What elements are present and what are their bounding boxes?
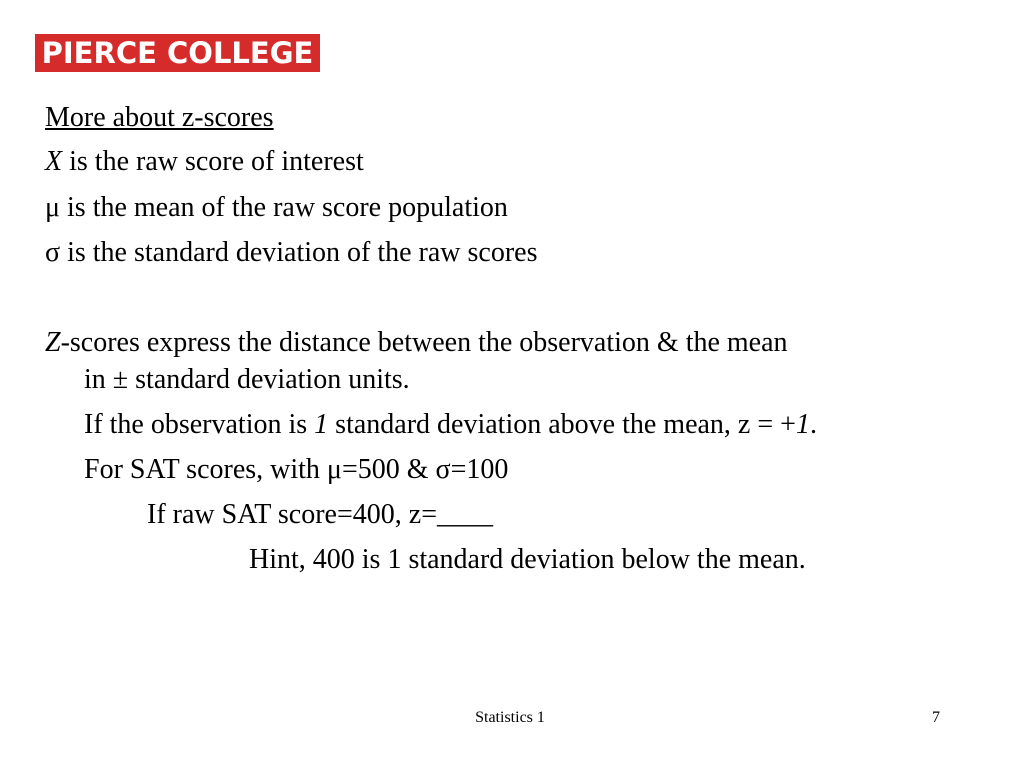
page-number: 7 [932, 709, 940, 726]
observation-mid: standard deviation above the mean, z = + [328, 409, 796, 440]
footer-title: Statistics 1 [475, 709, 545, 726]
observation-line [84, 409, 817, 441]
observation-pre: If the observation is [84, 409, 315, 440]
observation-end: . [809, 409, 817, 440]
raw-score-line [45, 146, 364, 178]
hint-line: Hint, 400 is 1 standard deviation below the mean. [249, 544, 806, 575]
slide-heading: More about z-scores [45, 102, 274, 133]
observation-z-value: 1 [795, 409, 810, 440]
std-dev-line [45, 237, 538, 269]
raw-score-symbol: X [45, 146, 63, 177]
mean-text: is the mean of the raw score population [60, 192, 508, 223]
mu-symbol: μ [45, 192, 61, 223]
mean-line [45, 192, 508, 224]
observation-number: 1 [314, 409, 329, 440]
z-symbol: Z [45, 327, 61, 358]
z-scores-line [45, 327, 788, 359]
pierce-college-logo: PIERCE COLLEGE [35, 34, 320, 72]
sigma-symbol: σ [45, 237, 61, 268]
std-dev-text: is the standard deviation of the raw scores [60, 237, 538, 268]
z-scores-text: -scores express the distance between the observation & the mean [60, 327, 788, 358]
raw-score-text: is the raw score of interest [62, 146, 364, 177]
sat-scores-line: For SAT scores, with μ=500 & σ=100 [84, 454, 509, 485]
z-scores-continuation: in ± standard deviation units. [84, 364, 410, 395]
raw-sat-line: If raw SAT score=400, z=____ [147, 499, 493, 530]
